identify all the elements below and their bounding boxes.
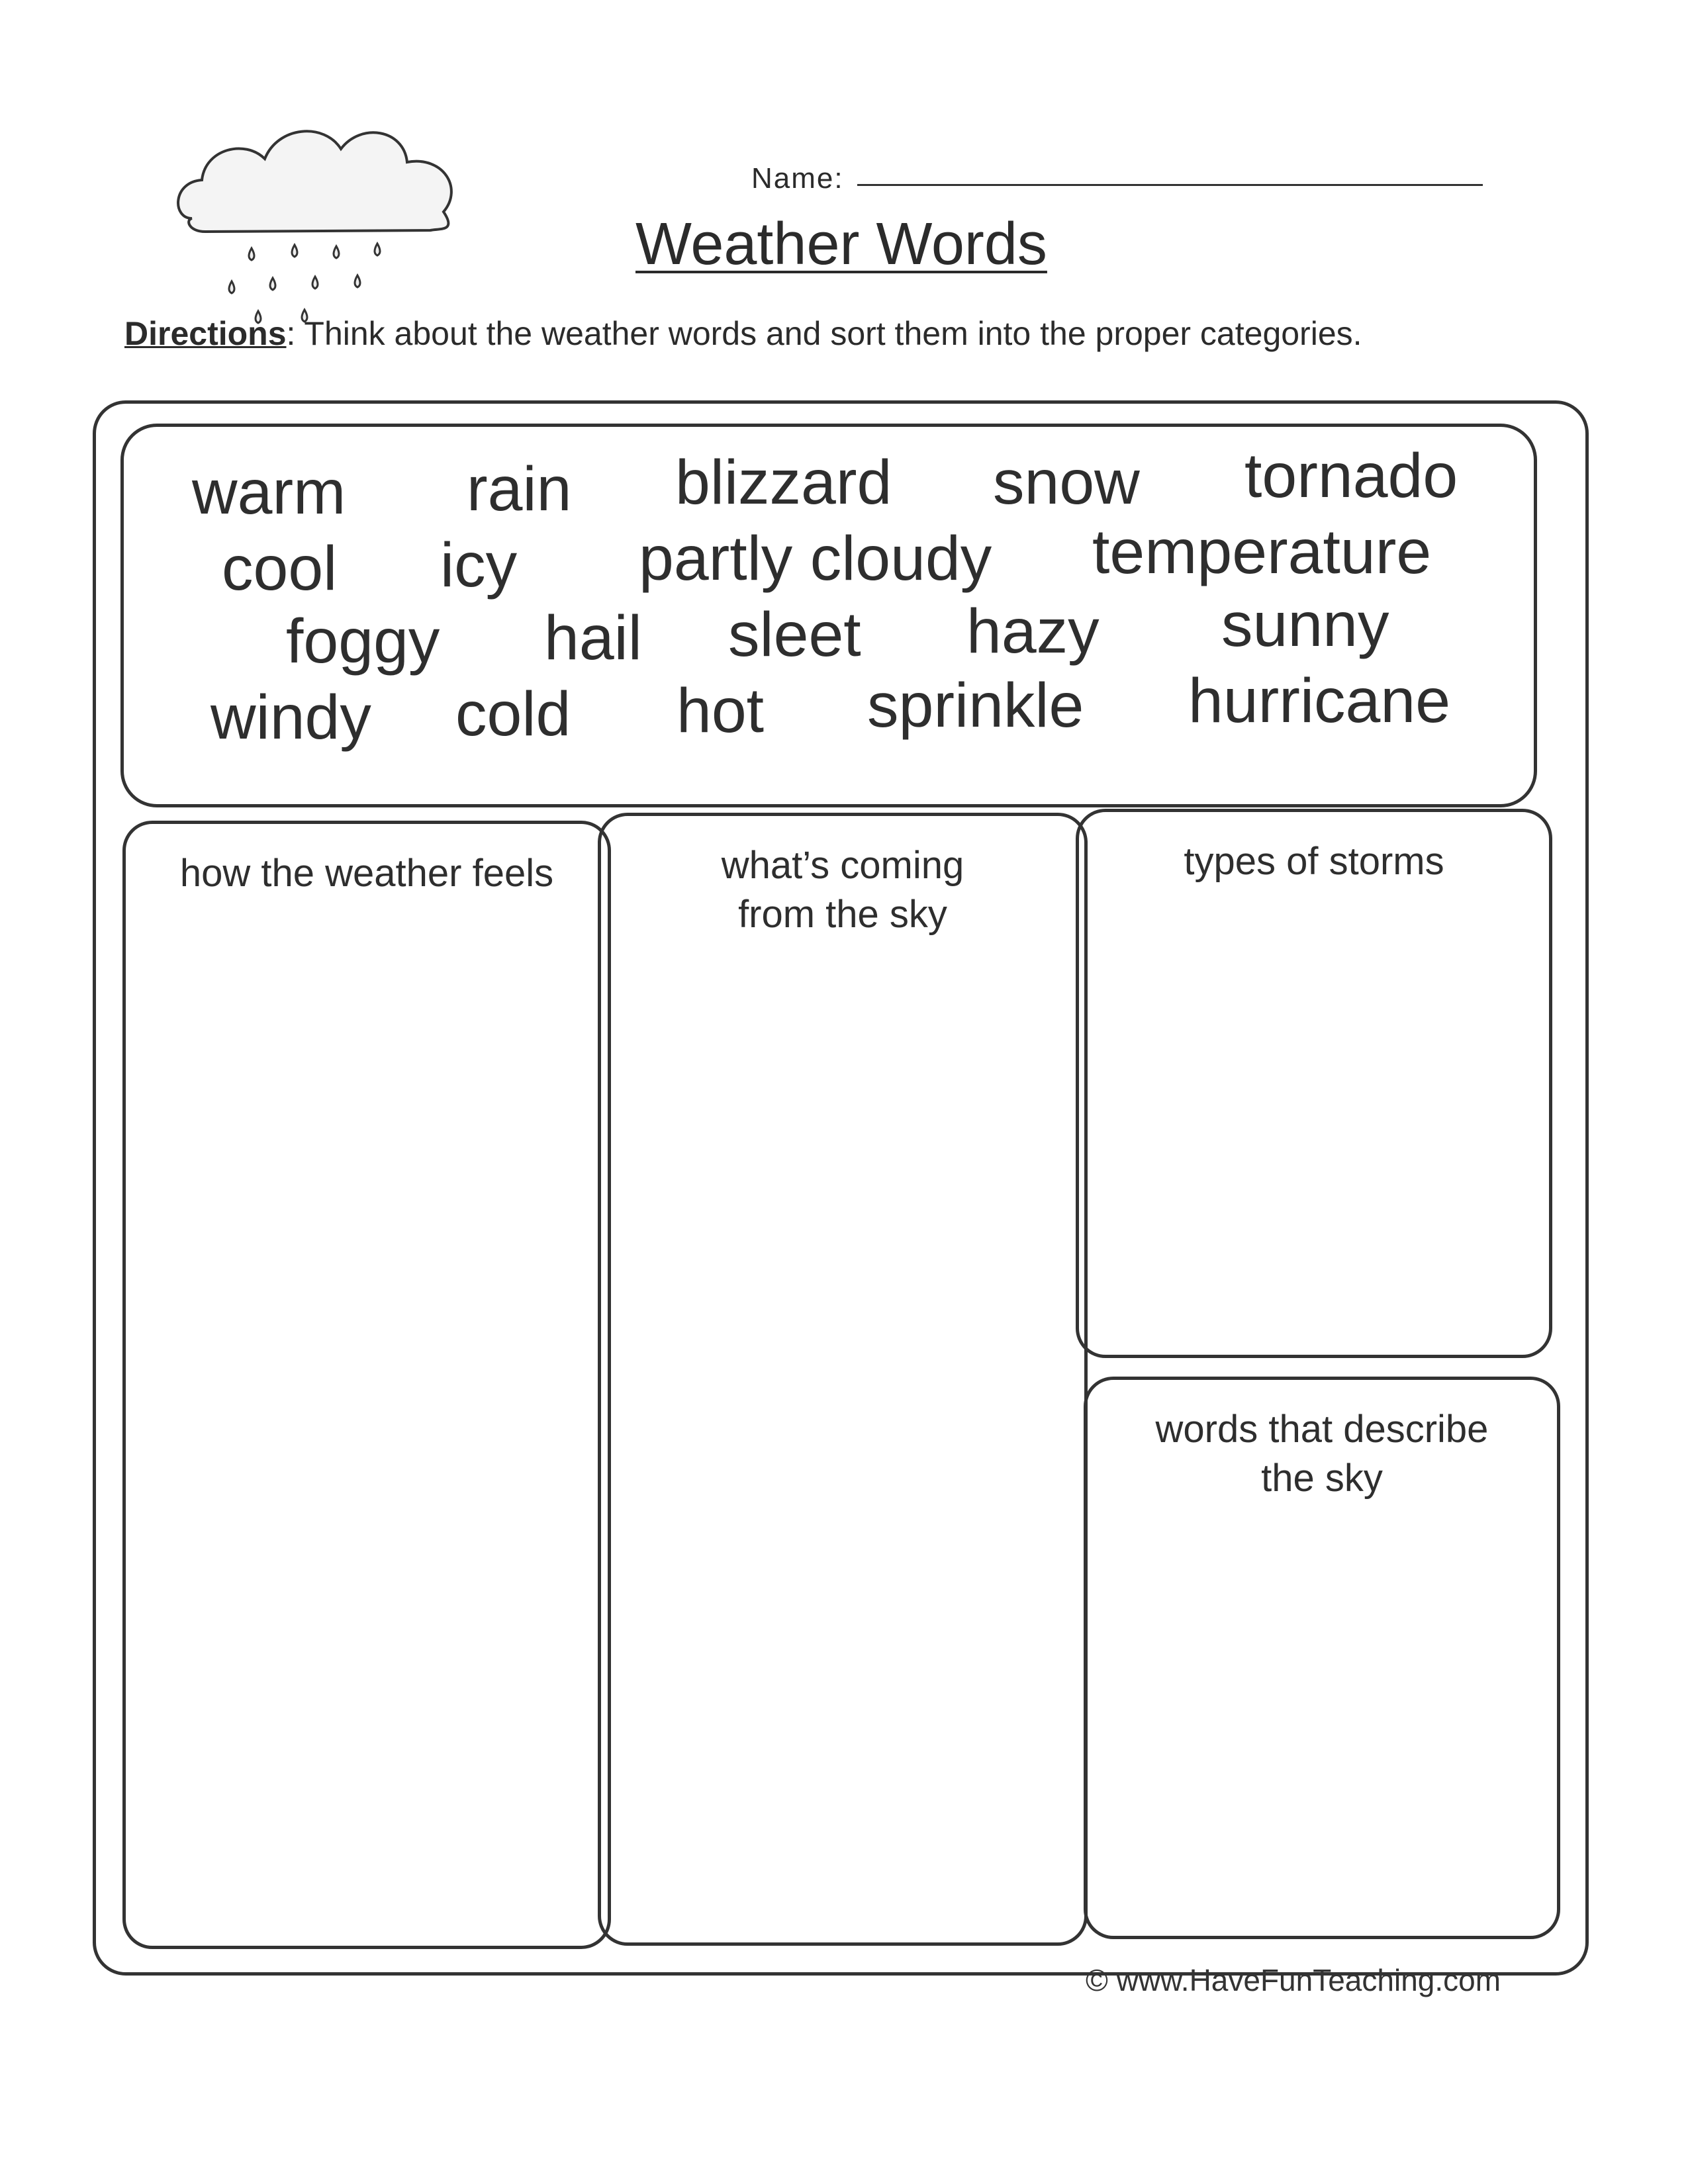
word-icy: icy <box>440 530 518 600</box>
word-hurricane: hurricane <box>1188 666 1451 736</box>
category-label-describe-sky: words that describe the sky <box>1155 1408 1489 1500</box>
word-blizzard: blizzard <box>675 447 892 518</box>
category-label-weather-feels: how the weather feels <box>179 852 554 895</box>
name-field[interactable] <box>857 184 1483 186</box>
word-foggy: foggy <box>286 606 440 676</box>
word-partly-cloudy: partly cloudy <box>639 523 992 594</box>
category-label-storms: types of storms <box>1184 840 1444 883</box>
worksheet-title: Weather Words <box>635 211 1047 277</box>
word-cool: cool <box>222 533 338 604</box>
word-cold: cold <box>455 679 571 749</box>
directions-text: : Think about the weather words and sort them into the proper categories. <box>286 315 1362 352</box>
category-label-from-sky: what’s coming from the sky <box>721 844 964 936</box>
directions-label: Directions <box>124 315 287 352</box>
copyright-footer: © www.HaveFunTeaching.com <box>1086 1963 1501 1997</box>
name-label: Name: <box>751 162 844 195</box>
word-snow: snow <box>993 447 1140 518</box>
word-hot: hot <box>677 676 765 746</box>
rain-cloud-icon <box>165 119 483 344</box>
category-box-describe-sky[interactable] <box>1084 1377 1560 1939</box>
word-rain: rain <box>467 454 572 524</box>
word-temperature: temperature <box>1092 517 1432 587</box>
word-warm: warm <box>192 457 346 527</box>
category-box-from-sky[interactable] <box>598 813 1088 1946</box>
word-hazy: hazy <box>966 596 1100 666</box>
word-sleet: sleet <box>728 600 861 670</box>
word-tornado: tornado <box>1244 441 1458 511</box>
word-sprinkle: sprinkle <box>867 670 1084 741</box>
category-box-storms[interactable] <box>1076 809 1552 1358</box>
directions <box>124 314 1362 353</box>
word-windy: windy <box>211 682 371 752</box>
word-hail: hail <box>544 603 642 673</box>
category-box-weather-feels[interactable] <box>122 821 611 1949</box>
word-sunny: sunny <box>1221 590 1389 660</box>
